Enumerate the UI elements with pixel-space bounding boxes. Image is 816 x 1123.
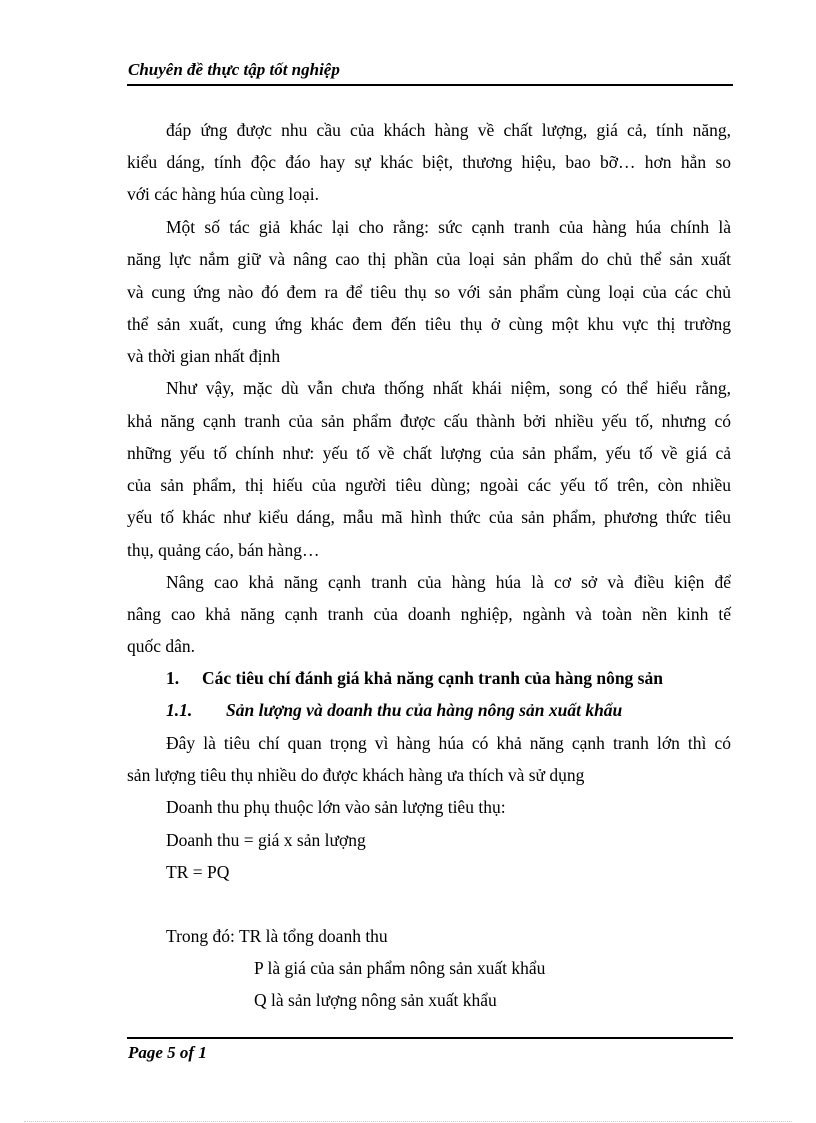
body-line: Doanh thu phụ thuộc lớn vào sản lượng tiêu thụ:	[166, 797, 506, 817]
body-line: yếu tố khác như kiểu dáng, mẫu mã hình thức của sản phẩm, phương thức tiêu	[127, 507, 731, 527]
definition-line: Q là sản lượng nông sản xuất khẩu	[254, 990, 497, 1010]
subsection-heading-number: 1.1.	[166, 700, 193, 720]
body-line: Nâng cao khả năng cạnh tranh của hàng húa là cơ sở và điều kiện để	[166, 572, 731, 592]
body-line: khả năng cạnh tranh của sản phẩm được cấu thành bởi nhiều yếu tố, nhưng có	[127, 411, 731, 431]
section-heading-1-1	[166, 699, 622, 721]
definition-line: P là giá của sản phẩm nông sản xuất khẩu	[254, 958, 546, 978]
body-line: thể sản xuất, cung ứng khác đem đến tiêu thụ ở cùng một khu vực thị trường	[127, 314, 731, 334]
subsection-heading-text: Sản lượng và doanh thu của hàng nông sản xuất khẩu	[226, 700, 623, 720]
definition-line: Trong đó: TR là tổng doanh thu	[166, 926, 388, 946]
page-header-title: Chuyên đề thực tập tốt nghiệp	[128, 60, 340, 79]
body-line: nâng cao khả năng cạnh tranh của doanh nghiệp, ngành và toàn nền kinh tế	[127, 604, 731, 624]
body-line: thụ, quảng cáo, bán hàng…	[127, 540, 320, 560]
body-line: đáp ứng được nhu cầu của khách hàng về chất lượng, giá cả, tính năng,	[166, 120, 731, 140]
page-edge	[24, 1121, 792, 1122]
header-rule	[127, 84, 733, 86]
formula-line: TR = PQ	[166, 862, 230, 882]
section-heading-1	[166, 667, 663, 689]
footer-rule	[127, 1037, 733, 1039]
body-line: Một số tác giả khác lại cho rằng: sức cạnh tranh của hàng húa chính là	[166, 217, 731, 237]
section-heading-text: Các tiêu chí đánh giá khả năng cạnh tranh của hàng nông sản	[202, 668, 663, 688]
section-heading-number: 1.	[166, 668, 180, 688]
formula-line: Doanh thu = giá x sản lượng	[166, 830, 366, 850]
page-footer-label: Page 5 of 1	[128, 1043, 207, 1062]
body-line: Như vậy, mặc dù vẫn chưa thống nhất khái niệm, song có thể hiểu rằng,	[166, 378, 731, 398]
body-line: Đây là tiêu chí quan trọng vì hàng húa có khả năng cạnh tranh lớn thì có	[166, 733, 731, 753]
body-line: và cung ứng nào đó đem ra để tiêu thụ so với sản phẩm cùng loại của các chủ	[127, 282, 731, 302]
body-line: sản lượng tiêu thụ nhiều do được khách hàng ưa thích và sử dụng	[127, 765, 585, 785]
body-line: năng lực nắm giữ và nâng cao thị phần của loại sản phẩm do chủ thể sản xuất	[127, 249, 731, 269]
body-line: với các hàng húa cùng loại.	[127, 184, 319, 204]
body-line: và thời gian nhất định	[127, 346, 281, 366]
body-line: của sản phẩm, thị hiếu của người tiêu dùng; ngoài các yếu tố trên, còn nhiều	[127, 475, 731, 495]
body-line: những yếu tố chính như: yếu tố về chất lượng của sản phẩm, yếu tố về giá cả	[127, 443, 731, 463]
body-line: kiểu dáng, tính độc đáo hay sự khác biệt, thương hiệu, bao bỡ… hơn hẳn so	[127, 152, 731, 172]
body-line: quốc dân.	[127, 636, 196, 656]
